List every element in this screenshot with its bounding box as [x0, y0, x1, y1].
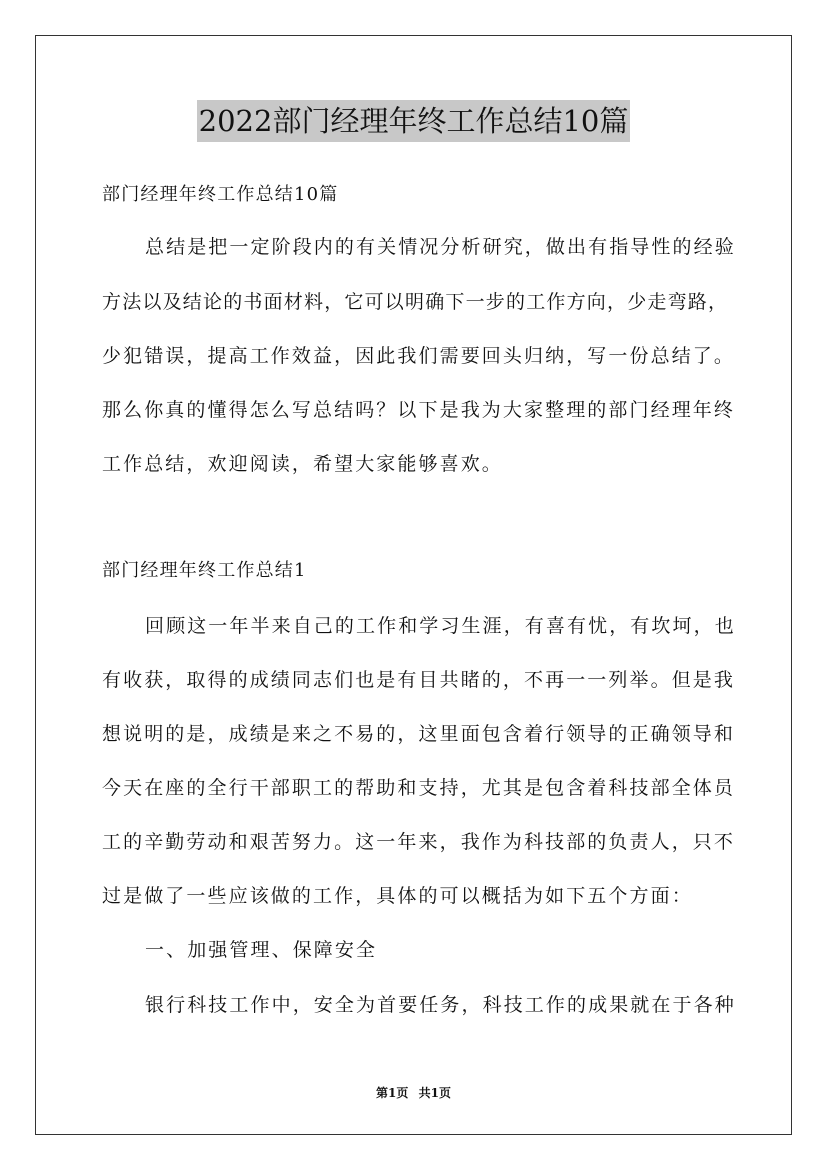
paragraph-line: 有收获，取得的成绩同志们也是有目共睹的，不再一一列举。但是我	[102, 669, 736, 691]
paragraph-line: 少犯错误，提高工作效益，因此我们需要回头归纳，写一份总结了。	[102, 345, 736, 367]
paragraph-line: 回顾这一年半来自己的工作和学习生涯，有喜有忧，有坎坷，也	[145, 615, 736, 637]
paragraph-line: 工作总结，欢迎阅读，希望大家能够喜欢。	[102, 453, 503, 475]
paragraph-line: 工的辛勤劳动和艰苦努力。这一年来，我作为科技部的负责人，只不	[102, 831, 736, 853]
paragraph-line: 银行科技工作中，安全为首要任务，科技工作的成果就在于各种	[145, 994, 736, 1016]
paragraph-line: 今天在座的全行干部职工的帮助和支持，尤其是包含着科技部全体员	[102, 777, 736, 799]
paragraph-line: 总结是把一定阶段内的有关情况分析研究，做出有指导性的经验	[145, 236, 736, 258]
title-block	[0, 100, 827, 142]
page-footer	[0, 1084, 827, 1101]
paragraph-line: 方法以及结论的书面材料，它可以明确下一步的工作方向，少走弯路，	[102, 291, 729, 313]
subsection-heading: 一、加强管理、保障安全	[145, 939, 378, 961]
paragraph-line: 想说明的是，成绩是来之不易的，这里面包含着行领导的正确领导和	[102, 723, 736, 745]
document-title: 2022部门经理年终工作总结10篇	[197, 100, 631, 142]
page-total: 共1页	[418, 1086, 451, 1100]
subtitle: 部门经理年终工作总结10篇	[102, 184, 339, 205]
paragraph-line: 过是做了一些应该做的工作，具体的可以概括为如下五个方面：	[102, 885, 693, 907]
page-number: 第1页	[376, 1086, 409, 1100]
section-heading: 部门经理年终工作总结1	[102, 560, 307, 581]
paragraph-line: 那么你真的懂得怎么写总结吗？以下是我为大家整理的部门经理年终	[102, 399, 736, 421]
